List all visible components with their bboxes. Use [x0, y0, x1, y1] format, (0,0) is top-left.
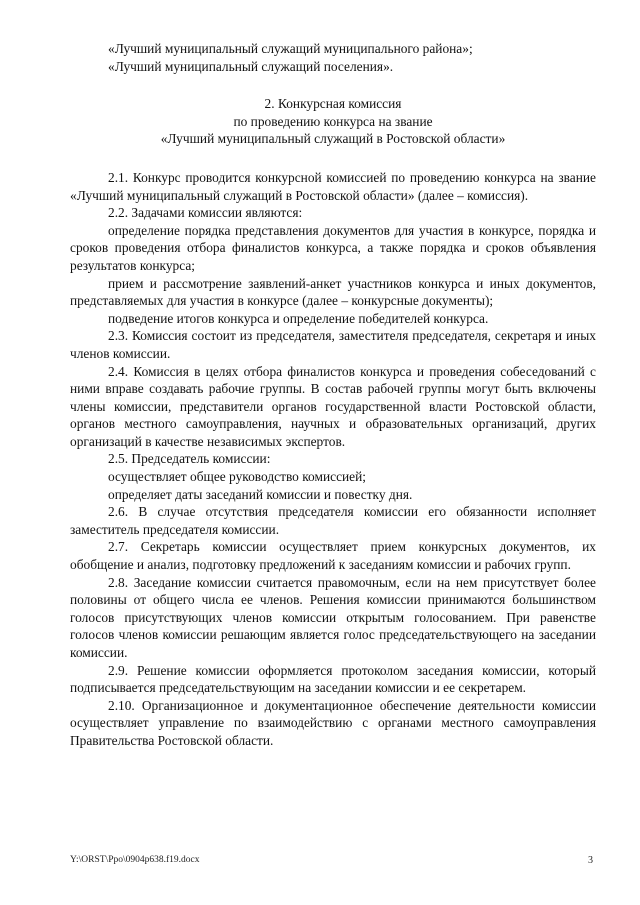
intro-line: «Лучший муниципальный служащий поселения».: [108, 58, 394, 74]
paragraph: определяет даты заседаний комиссии и повестку дня.: [108, 486, 413, 502]
paragraph: подведение итогов конкурса и определение победителей конкурса.: [108, 310, 489, 326]
document-body: [70, 40, 596, 750]
paragraph: 2.8. Заседание комиссии считается правомочным, если на нем присутствует более половины от общего числа ее членов. Решения комиссии принимаются большинством голосов присутствующих членов комиссии открытым голосованием. При равенстве голосов членов комиссии решающим является голос председательствующего на заседании комиссии.: [70, 574, 596, 660]
paragraph: 2.7. Секретарь комиссии осуществляет прием конкурсных документов, их обобщение и анализ, подготовку предложений к заседаниям комиссии и рабочих групп.: [70, 539, 596, 573]
paragraph: 2.5. Председатель комиссии:: [108, 451, 271, 467]
paragraph: 2.9. Решение комиссии оформляется протоколом заседания комиссии, который подписывается председательствующим на заседании комиссии и ее секретарем.: [70, 662, 596, 696]
paragraph: 2.2. Задачами комиссии являются:: [108, 205, 303, 221]
section-heading-line: по проведению конкурса на звание: [233, 113, 433, 129]
paragraph: осуществляет общее руководство комиссией;: [108, 469, 367, 485]
section-heading: [70, 95, 596, 148]
page-number: 3: [588, 855, 593, 866]
paragraph: 2.1. Конкурс проводится конкурсной комиссией по проведению конкурса на звание «Лучший муниципальный служащий в Ростовской области» (далее – комиссия).: [70, 169, 596, 203]
section-heading-line: «Лучший муниципальный служащий в Ростовской области»: [160, 131, 506, 147]
paragraph: 2.10. Организационное и документационное обеспечение деятельности комиссии осуществляет управление по взаимодействию с органами местного самоуправления Правительства Ростовской области.: [70, 697, 596, 748]
section-heading-line: 2. Конкурсная комиссия: [264, 96, 402, 112]
footer-file-path: Y:\ORST\Ppo\0904p638.f19.docx: [70, 855, 200, 865]
paragraph: прием и рассмотрение заявлений-анкет участников конкурса и иных документов, представляемых для участия в конкурсе (далее – конкурсные документы);: [70, 275, 596, 309]
paragraph: 2.4. Комиссия в целях отбора финалистов конкурса и проведения собеседований с ними вправе создавать рабочие группы. В состав рабочей группы могут быть включены члены комиссии, представители органов государственной власти Ростовской области, органов местного самоуправления, научных и образовательных организаций, других организаций в качестве независимых экспертов.: [70, 363, 596, 449]
paragraph: определение порядка представления документов для участия в конкурсе, порядка и сроков проведения отбора финалистов конкурса, а также порядка и сроков объявления результатов конкурса;: [70, 222, 596, 273]
intro-line: «Лучший муниципальный служащий муниципального района»;: [108, 41, 473, 56]
paragraph: 2.6. В случае отсутствия председателя комиссии его обязанности исполняет заместитель председателя комиссии.: [70, 504, 596, 537]
paragraph: 2.3. Комиссия состоит из председателя, заместителя председателя, секретаря и иных членов комиссии.: [70, 328, 596, 361]
